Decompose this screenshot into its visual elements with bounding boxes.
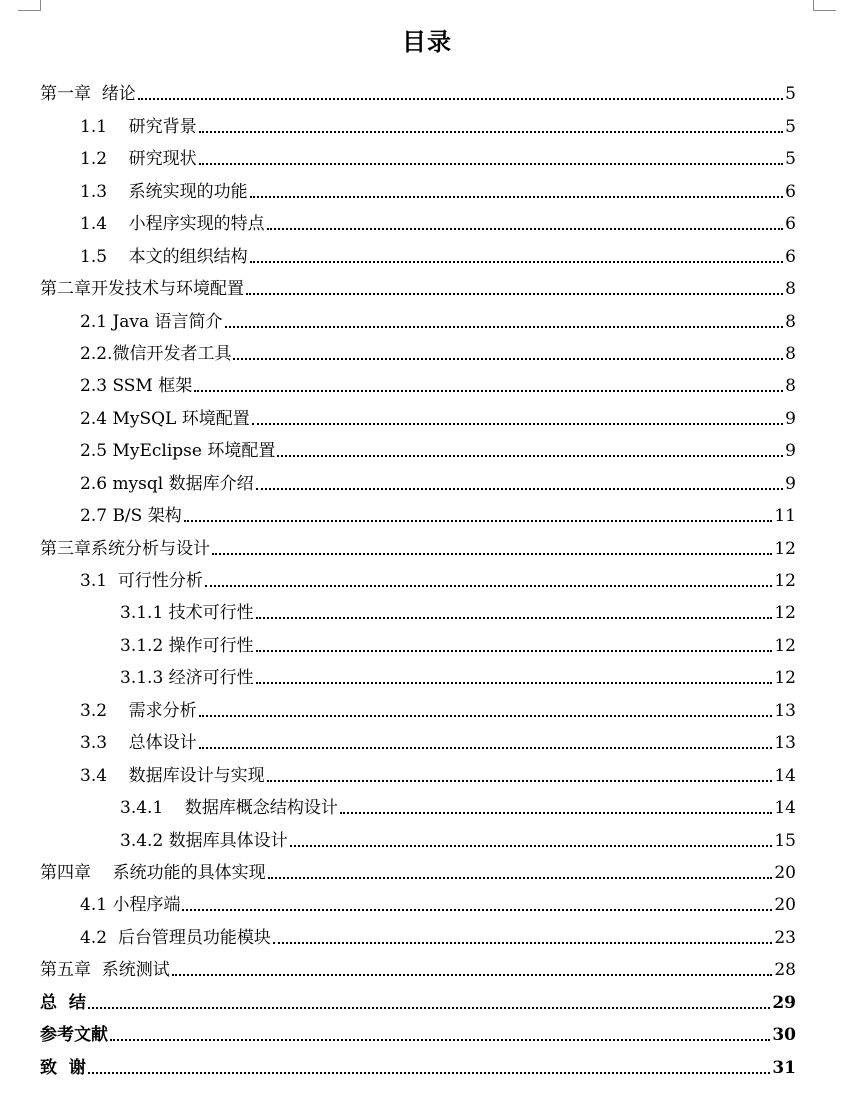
toc-entry-page-number: 12 — [774, 603, 796, 624]
toc-entry-page-number: 9 — [785, 441, 796, 462]
page-corner-mark-right — [813, 0, 836, 11]
toc-entry-page-number: 6 — [785, 181, 796, 202]
toc-entry[interactable] — [40, 335, 796, 367]
toc-entry-page-number: 8 — [785, 279, 796, 300]
toc-entry[interactable] — [40, 107, 796, 139]
table-of-contents — [40, 75, 796, 1081]
toc-entry[interactable] — [40, 205, 796, 237]
toc-leader-dots — [268, 877, 773, 879]
toc-entry-page-number: 15 — [774, 830, 796, 851]
toc-entry-title: 2.1 Java 语言简介 — [80, 311, 223, 332]
toc-entry[interactable] — [40, 789, 796, 821]
toc-entry-page-number: 12 — [774, 538, 796, 559]
toc-entry-title: 3.2 需求分析 — [80, 700, 197, 721]
toc-leader-dots — [205, 585, 773, 587]
toc-leader-dots — [256, 682, 773, 684]
toc-entry-page-number: 8 — [785, 311, 796, 332]
toc-leader-dots — [256, 617, 773, 619]
toc-entry-title: 第四章 系统功能的具体实现 — [40, 862, 266, 883]
toc-entry[interactable] — [40, 497, 796, 529]
toc-entry-page-number: 14 — [774, 765, 796, 786]
toc-entry[interactable] — [40, 302, 796, 334]
toc-entry[interactable] — [40, 626, 796, 658]
toc-entry-title: 致 谢 — [40, 1057, 86, 1078]
toc-entry-title: 4.2 后台管理员功能模块 — [80, 927, 271, 948]
toc-entry-title: 3.1.2 操作可行性 — [120, 635, 254, 656]
toc-leader-dots — [199, 715, 773, 717]
toc-entry-page-number: 13 — [774, 733, 796, 754]
toc-leader-dots — [267, 780, 773, 782]
toc-leader-dots — [267, 228, 784, 230]
toc-leader-dots — [277, 455, 783, 457]
toc-entry[interactable] — [40, 432, 796, 464]
toc-entry-title: 3.1.3 经济可行性 — [120, 668, 254, 689]
toc-entry-title: 3.1.1 技术可行性 — [120, 603, 254, 624]
toc-entry-page-number: 9 — [785, 473, 796, 494]
toc-entry[interactable] — [40, 756, 796, 788]
toc-entry-title: 第一章 绪论 — [40, 84, 136, 105]
toc-leader-dots — [225, 326, 784, 328]
toc-leader-dots — [182, 909, 772, 911]
toc-leader-dots — [172, 974, 773, 976]
toc-leader-dots — [184, 520, 773, 522]
toc-leader-dots — [199, 747, 773, 749]
toc-entry-title: 1.2 研究现状 — [80, 149, 197, 170]
toc-entry-title: 1.4 小程序实现的特点 — [80, 214, 265, 235]
toc-entry-page-number: 6 — [785, 246, 796, 267]
toc-entry[interactable] — [40, 237, 796, 269]
toc-entry-title: 3.3 总体设计 — [80, 733, 197, 754]
toc-entry-title: 1.3 系统实现的功能 — [80, 181, 248, 202]
toc-entry-title: 第三章系统分析与设计 — [40, 538, 210, 559]
toc-entry-title: 1.1 研究背景 — [80, 116, 197, 137]
toc-entry-title: 第二章开发技术与环境配置 — [40, 279, 244, 300]
toc-entry-page-number: 30 — [772, 1025, 796, 1046]
toc-entry[interactable] — [40, 562, 796, 594]
toc-entry-page-number: 29 — [772, 992, 796, 1013]
toc-entry-title: 总 结 — [40, 992, 86, 1013]
toc-entry-page-number: 13 — [774, 700, 796, 721]
toc-leader-dots — [273, 942, 773, 944]
page-corner-mark-left — [18, 0, 41, 11]
toc-entry-title: 4.1 小程序端 — [80, 895, 181, 916]
toc-entry-page-number: 23 — [774, 927, 796, 948]
toc-leader-dots — [250, 261, 784, 263]
toc-entry[interactable] — [40, 399, 796, 431]
toc-leader-dots — [252, 423, 783, 425]
toc-entry-title: 2.3 SSM 框架 — [80, 376, 193, 397]
toc-entry-title: 3.4.1 数据库概念结构设计 — [120, 798, 338, 819]
toc-entry-page-number: 12 — [774, 571, 796, 591]
toc-entry[interactable] — [40, 659, 796, 691]
toc-entry-page-number: 5 — [785, 149, 796, 170]
toc-entry-title: 2.2.微信开发者工具 — [80, 343, 232, 364]
toc-entry[interactable] — [40, 821, 796, 853]
toc-entry-title: 第五章 系统测试 — [40, 960, 170, 981]
toc-entry[interactable] — [40, 270, 796, 302]
toc-leader-dots — [246, 293, 783, 295]
toc-entry[interactable] — [40, 140, 796, 172]
toc-entry-title: 2.5 MyEclipse 环境配置 — [80, 441, 276, 462]
toc-entry[interactable] — [40, 886, 796, 918]
toc-entry[interactable] — [40, 1048, 796, 1080]
toc-entry-title: 2.4 MySQL 环境配置 — [80, 408, 250, 429]
toc-entry-page-number: 20 — [774, 862, 796, 883]
toc-entry[interactable] — [40, 367, 796, 399]
toc-entry[interactable] — [40, 983, 796, 1015]
toc-entry-page-number: 12 — [774, 668, 796, 689]
toc-entry[interactable] — [40, 918, 796, 950]
toc-entry-title: 3.4.2 数据库具体设计 — [120, 830, 288, 851]
toc-entry[interactable] — [40, 854, 796, 886]
toc-entry-title: 3.1 可行性分析 — [80, 571, 203, 591]
toc-leader-dots — [290, 845, 773, 847]
toc-leader-dots — [194, 390, 783, 392]
toc-entry-title: 1.5 本文的组织结构 — [80, 246, 248, 267]
toc-entry-page-number: 9 — [785, 408, 796, 429]
toc-leader-dots — [199, 163, 784, 165]
toc-leader-dots — [256, 650, 773, 652]
toc-entry-page-number: 5 — [785, 116, 796, 137]
toc-entry[interactable] — [40, 691, 796, 723]
toc-leader-dots — [212, 553, 772, 555]
toc-leader-dots — [233, 358, 783, 360]
toc-entry-page-number: 5 — [785, 84, 796, 105]
toc-entry[interactable] — [40, 75, 796, 107]
toc-entry-page-number: 31 — [772, 1057, 796, 1078]
toc-entry-title: 3.4 数据库设计与实现 — [80, 765, 265, 786]
toc-leader-dots — [256, 488, 784, 490]
toc-leader-dots — [340, 812, 772, 814]
toc-leader-dots — [88, 1007, 770, 1009]
toc-entry[interactable] — [40, 724, 796, 756]
toc-leader-dots — [110, 1039, 770, 1041]
toc-entry-page-number: 8 — [785, 343, 796, 364]
toc-leader-dots — [88, 1072, 770, 1074]
toc-entry-page-number: 6 — [785, 214, 796, 235]
page-title: 目录 — [402, 27, 452, 56]
toc-entry[interactable] — [40, 172, 796, 204]
toc-entry-title: 2.7 B/S 架构 — [80, 506, 182, 527]
toc-entry-page-number: 28 — [774, 960, 796, 981]
toc-entry-title: 2.6 mysql 数据库介绍 — [80, 473, 254, 494]
toc-entry-page-number: 11 — [774, 506, 796, 527]
toc-entry-title: 参考文献 — [40, 1025, 108, 1046]
toc-entry-page-number: 14 — [774, 798, 796, 819]
toc-leader-dots — [199, 131, 784, 133]
toc-entry-page-number: 12 — [774, 635, 796, 656]
toc-entry[interactable] — [40, 464, 796, 496]
toc-leader-dots — [138, 98, 783, 100]
toc-entry[interactable] — [40, 1016, 796, 1048]
toc-entry[interactable] — [40, 951, 796, 983]
toc-entry-page-number: 8 — [785, 376, 796, 397]
toc-entry[interactable] — [40, 529, 796, 561]
toc-leader-dots — [250, 196, 784, 198]
toc-entry[interactable] — [40, 594, 796, 626]
toc-entry-page-number: 20 — [774, 895, 796, 916]
